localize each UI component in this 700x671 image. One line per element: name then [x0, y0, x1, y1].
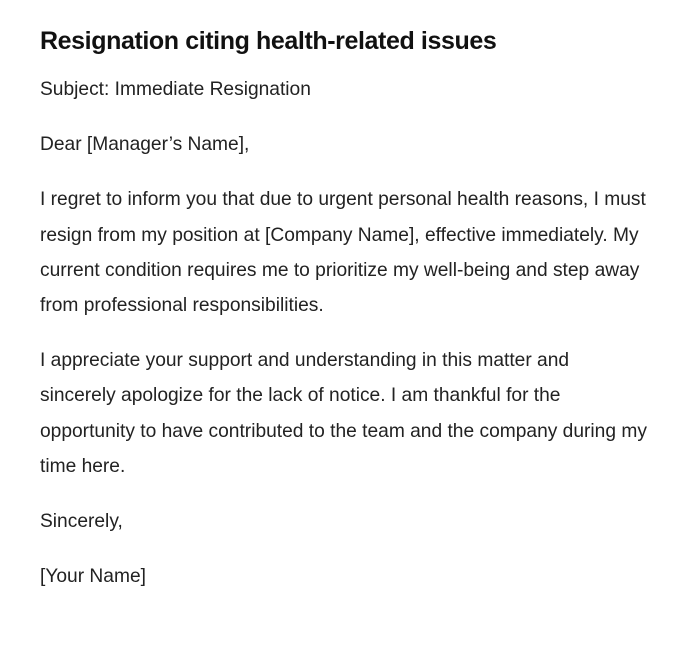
document-title: Resignation citing health-related issues [40, 27, 497, 55]
body-paragraph-1: I regret to inform you that due to urgent personal health reasons, I must resign from my position at [Company Name], effective immediately. My current condition requires me to prioritize my well-being and step away from professional responsibilities. [40, 189, 646, 317]
body-paragraph-2: I appreciate your support and understanding in this matter and sincerely apologize for the lack of notice. I am thankful for the opportunity to have contributed to the team and the company during my time here. [40, 350, 647, 477]
letter-document [40, 22, 650, 614]
closing: Sincerely, [40, 511, 123, 533]
signature: [Your Name] [40, 566, 146, 588]
salutation: Dear [Manager’s Name], [40, 134, 250, 156]
subject-line: Subject: Immediate Resignation [40, 79, 311, 100]
